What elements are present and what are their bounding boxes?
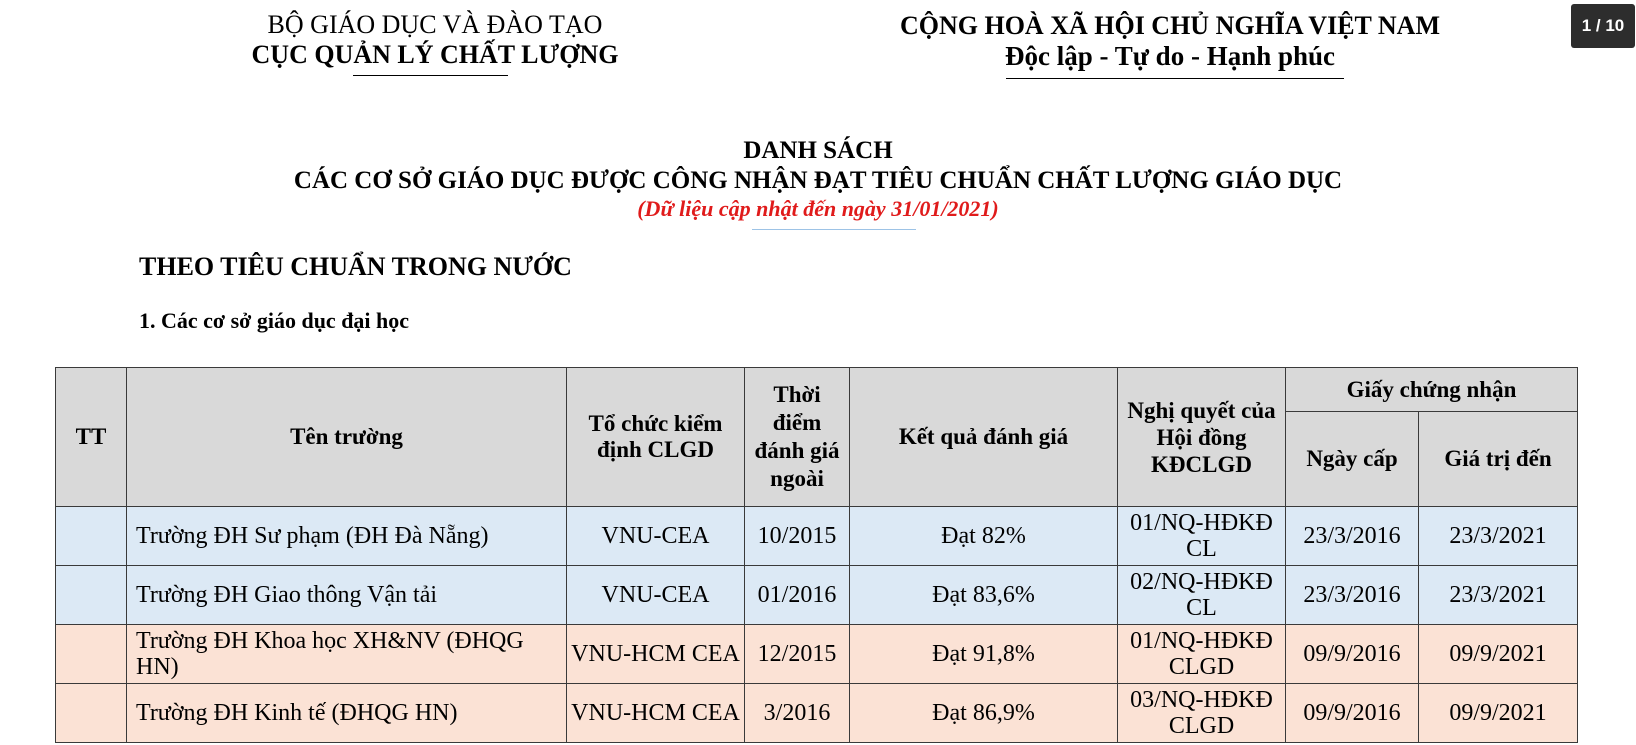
- row-tt: [56, 684, 127, 743]
- row-accreditation-org: VNU-CEA: [567, 566, 745, 625]
- agency-underline: [353, 75, 508, 76]
- row-school-name: Trường ĐH Sư phạm (ĐH Đà Nẵng): [127, 507, 567, 566]
- title-line-1: DANH SÁCH: [743, 137, 893, 164]
- row-valid-until: 09/9/2021: [1419, 684, 1578, 743]
- row-issue-date: 09/9/2016: [1286, 684, 1419, 743]
- agency-header: [200, 10, 670, 70]
- table-row: [56, 625, 1578, 684]
- row-school-name: Trường ĐH Khoa học XH&NV (ĐHQG HN): [127, 625, 567, 684]
- row-issue-date: 09/9/2016: [1286, 625, 1419, 684]
- header-evaluation-time: Thời điểm đánh giá ngoài: [745, 368, 850, 507]
- header-accreditation-org: Tổ chức kiểm định CLGD: [567, 368, 745, 507]
- row-tt: [56, 566, 127, 625]
- row-resolution: 01/NQ-HĐKĐ CLGD: [1118, 625, 1286, 684]
- text-selection-underline: [752, 229, 916, 230]
- header-certificate: Giấy chứng nhận: [1286, 368, 1578, 412]
- row-result: Đạt 83,6%: [850, 566, 1118, 625]
- table-row: [56, 684, 1578, 743]
- row-valid-until: 23/3/2021: [1419, 507, 1578, 566]
- row-issue-date: 23/3/2016: [1286, 566, 1419, 625]
- row-accreditation-org: VNU-HCM CEA: [567, 684, 745, 743]
- row-evaluation-time: 10/2015: [745, 507, 850, 566]
- country-name: CỘNG HOÀ XÃ HỘI CHỦ NGHĨA VIỆT NAM: [899, 11, 1441, 40]
- subsection-heading: 1. Các cơ sở giáo dục đại học: [139, 308, 410, 333]
- row-school-name: Trường ĐH Giao thông Vận tải: [127, 566, 567, 625]
- row-result: Đạt 86,9%: [850, 684, 1118, 743]
- row-issue-date: 23/3/2016: [1286, 507, 1419, 566]
- accreditation-table: [55, 367, 1578, 743]
- row-result: Đạt 82%: [850, 507, 1118, 566]
- department-name: CỤC QUẢN LÝ CHẤT LƯỢNG: [251, 40, 619, 69]
- row-valid-until: 09/9/2021: [1419, 625, 1578, 684]
- motto-underline: [1006, 78, 1344, 79]
- row-accreditation-org: VNU-HCM CEA: [567, 625, 745, 684]
- ministry-name: BỘ GIÁO DỤC VÀ ĐÀO TẠO: [267, 10, 603, 39]
- row-resolution: 01/NQ-HĐKĐ CL: [1118, 507, 1286, 566]
- national-motto: Độc lập - Tự do - Hạnh phúc: [1004, 41, 1336, 71]
- header-school-name: Tên trường: [127, 368, 567, 507]
- header-tt: TT: [56, 368, 127, 507]
- row-school-name: Trường ĐH Kinh tế (ĐHQG HN): [127, 684, 567, 743]
- row-resolution: 02/NQ-HĐKĐ CL: [1118, 566, 1286, 625]
- document-title: [0, 136, 1636, 222]
- row-tt: [56, 507, 127, 566]
- header-resolution: Nghị quyết của Hội đồng KĐCLGD: [1118, 368, 1286, 507]
- row-resolution: 03/NQ-HĐKĐ CLGD: [1118, 684, 1286, 743]
- row-evaluation-time: 12/2015: [745, 625, 850, 684]
- row-result: Đạt 91,8%: [850, 625, 1118, 684]
- row-accreditation-org: VNU-CEA: [567, 507, 745, 566]
- header-result: Kết quả đánh giá: [850, 368, 1118, 507]
- row-tt: [56, 625, 127, 684]
- table-row: [56, 507, 1578, 566]
- row-valid-until: 23/3/2021: [1419, 566, 1578, 625]
- national-header: [860, 10, 1480, 72]
- page-indicator: 1 / 10: [1571, 4, 1635, 48]
- header-issue-date: Ngày cấp: [1286, 412, 1419, 507]
- update-note: (Dữ liệu cập nhật đến ngày 31/01/2021): [637, 196, 999, 221]
- table-row: [56, 566, 1578, 625]
- section-heading: THEO TIÊU CHUẨN TRONG NƯỚC: [139, 252, 572, 281]
- title-line-2: CÁC CƠ SỞ GIÁO DỤC ĐƯỢC CÔNG NHẬN ĐẠT TIÊU CHUẨN CHẤT LƯỢNG GIÁO DỤC: [293, 167, 1343, 194]
- row-evaluation-time: 3/2016: [745, 684, 850, 743]
- row-evaluation-time: 01/2016: [745, 566, 850, 625]
- header-valid-until: Giá trị đến: [1419, 412, 1578, 507]
